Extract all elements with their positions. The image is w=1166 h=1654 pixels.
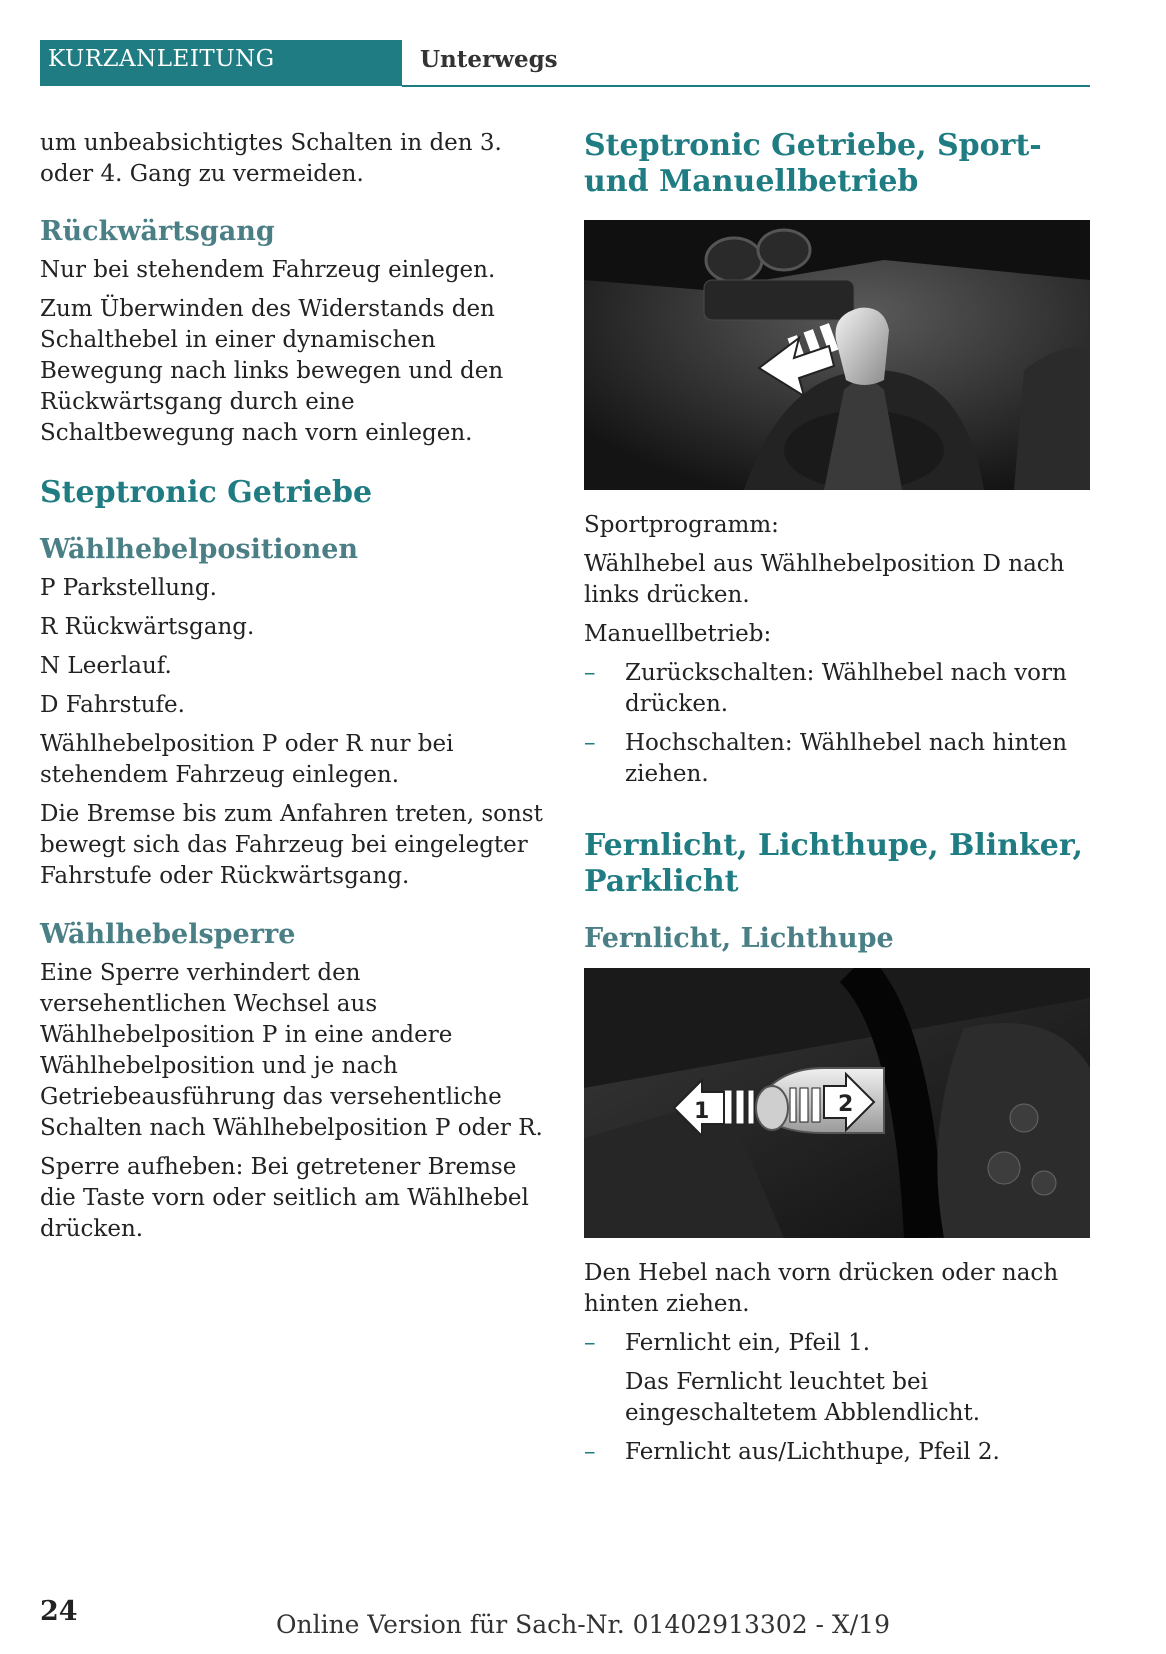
list-item: – Zurückschalten: Wählhebel nach vorn drücken. (584, 658, 1090, 720)
gear-selector-image (584, 220, 1090, 490)
lock-p2: Sperre aufheben: Bei getretener Bremse die Taste vorn oder seitlich am Wählhebel drücken. (40, 1154, 529, 1242)
lights-item-1: Fernlicht ein, Pfeil 1. (625, 1330, 871, 1356)
lock-heading: Wählhebelsperre (40, 919, 296, 950)
reverse-p1: Nur bei stehendem Fahrzeug einlegen. (40, 257, 496, 283)
header-section: KURZANLEITUNG (48, 46, 275, 72)
steptronic-heading: Steptronic Getriebe (40, 475, 373, 510)
reverse-p2: Zum Überwinden des Widerstands den Schalthebel in einer dynamischen Bewegung nach links bewegen und den Rückwärtsgang durch eine Schaltbewegung nach vorn einlegen. (40, 296, 504, 446)
left-column (40, 128, 548, 1253)
manual-list (584, 658, 1090, 790)
lights-text: Den Hebel nach vorn drücken oder nach hinten ziehen. (584, 1260, 1059, 1317)
lights-list-2 (584, 1437, 1090, 1468)
header-chapter: Unterwegs (420, 46, 558, 73)
lights-heading: Fernlicht, Lichthupe, Blinker, Parklicht (584, 828, 1083, 899)
reverse-heading: Rückwärtsgang (40, 216, 275, 247)
sport-text: Wählhebel aus Wählhebelposition D nach links drücken. (584, 551, 1065, 608)
lock-p1: Eine Sperre verhindert den versehentlichen Wechsel aus Wählhebelposition P in eine andere Wählhebelposition und je nach Getriebeausführung das versehentliche Schalten nach Wählhebelposition P oder R. (40, 960, 543, 1141)
steptronic-p2: Die Bremse bis zum Anfahren treten, sonst bewegt sich das Fahrzeug bei eingelegter Fahrstufe oder Rückwärtsgang. (40, 801, 543, 889)
header-rule (402, 85, 1090, 87)
page-number: 24 (40, 1596, 78, 1627)
positions-heading: Wählhebelpositionen (40, 534, 359, 565)
light-lever-image (584, 968, 1090, 1238)
arrow-2-label: 2 (838, 1092, 854, 1117)
footer-text: Online Version für Sach-Nr. 01402913302 - X/19 (275, 1610, 890, 1639)
position-p: P Parkstellung. (40, 575, 217, 601)
steptronic-p1: Wählhebelposition P oder R nur bei stehendem Fahrzeug einlegen. (40, 731, 454, 788)
position-r: R Rückwärtsgang. (40, 614, 255, 640)
lights-subheading: Fernlicht, Lichthupe (584, 923, 894, 954)
position-n: N Leerlauf. (40, 653, 172, 679)
lights-item-1-note: Das Fernlicht leuchtet bei eingeschaltetem Abblendlicht. (625, 1369, 981, 1426)
sport-heading: Steptronic Getriebe, Sport- und Manuellbetrieb (584, 128, 1042, 199)
manual-label: Manuellbetrieb: (584, 621, 772, 647)
intro-text: um unbeabsichtigtes Schalten in den 3. oder 4. Gang zu vermeiden. (40, 130, 502, 187)
lights-list (584, 1328, 1090, 1359)
right-column (584, 128, 1090, 1476)
lights-item-2: Fernlicht aus/Lichthupe, Pfeil 2. (625, 1439, 1000, 1465)
list-item (584, 1437, 1090, 1468)
list-item: – Hochschalten: Wählhebel nach hinten ziehen. (584, 728, 1090, 790)
sport-label: Sportprogramm: (584, 512, 779, 538)
list-item (584, 1328, 1090, 1359)
position-d: D Fahrstufe. (40, 692, 185, 718)
arrow-1-label: 1 (694, 1099, 710, 1124)
